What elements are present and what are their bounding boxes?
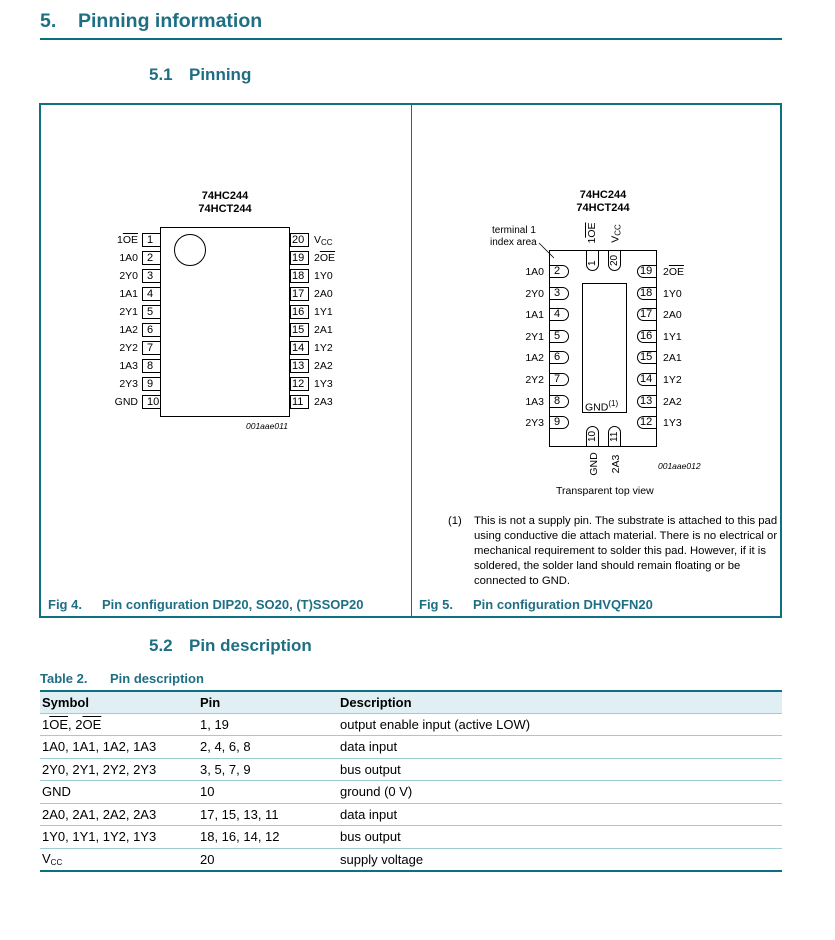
dip-pin-label-16: 1Y1	[314, 306, 333, 318]
dip-pin-label-3: 2Y0	[119, 270, 138, 282]
qfn-pin-16: 16	[637, 330, 656, 343]
cell-description: output enable input (active LOW)	[338, 713, 782, 736]
cell-symbol: GND	[40, 781, 198, 804]
dip-pin-18: 18	[290, 269, 309, 283]
qfn-pin-label-14: 1Y2	[663, 374, 682, 386]
header-description: Description	[340, 694, 412, 710]
dip-pin-6: 6	[142, 323, 161, 337]
cell-pin: 17, 15, 13, 11	[198, 803, 338, 826]
pin1-notch-icon	[174, 234, 206, 266]
qfn-pin-label-15: 2A1	[663, 352, 682, 365]
section-title: Pinning information	[78, 10, 263, 32]
qfn-pin-12: 12	[637, 416, 656, 429]
fig5-package-title	[558, 189, 648, 215]
pin-description-table	[40, 690, 782, 872]
dip-pin-16: 16	[290, 305, 309, 319]
header-pin: Pin	[200, 694, 221, 710]
qfn-pin-4: 4	[550, 308, 569, 321]
qfn-pin-2: 2	[550, 265, 569, 278]
dip-pin-19: 19	[290, 251, 309, 265]
qfn-pin-7: 7	[550, 373, 569, 386]
dip-pin-13: 13	[290, 359, 309, 373]
note-number: (1)	[448, 515, 462, 527]
fig4-caption-text: Pin configuration DIP20, SO20, (T)SSOP20	[102, 597, 364, 612]
dip-pin-4: 4	[142, 287, 161, 301]
fig5-label: Fig 5.	[419, 597, 453, 612]
dip-pin-label-17: 2A0	[314, 288, 333, 300]
table-row	[40, 848, 782, 871]
section-heading	[40, 10, 262, 33]
dip-pin-12: 12	[290, 377, 309, 391]
table-row	[40, 736, 782, 759]
index-label-line2: index area	[490, 237, 537, 248]
cell-symbol: $V_{CC}$	[40, 848, 198, 871]
qfn-exposed-pad	[582, 283, 627, 413]
fig4-label: Fig 4.	[48, 597, 82, 612]
qfn-top-label-1oe: $1\overline{OE}$	[586, 222, 598, 244]
dip-pin-14: 14	[290, 341, 309, 355]
cell-pin: 10	[198, 781, 338, 804]
subsection-number: 5.1	[149, 65, 173, 84]
qfn-bottom-label-gnd: GND	[588, 452, 600, 476]
fig5-caption	[419, 597, 653, 612]
subsection-heading-pinning	[149, 65, 251, 85]
table-caption-text: Pin description	[110, 671, 204, 686]
subsection-heading-pin-description	[149, 636, 312, 656]
dip-pin-label-5: 2Y1	[119, 306, 138, 318]
table-row	[40, 713, 782, 736]
cell-symbol: 2Y0, 2Y1, 2Y2, 2Y3	[40, 758, 198, 781]
terminal1-index-label	[490, 225, 537, 249]
transparent-view-label: Transparent top view	[556, 485, 654, 497]
cell-pin: 18, 16, 14, 12	[198, 826, 338, 849]
cell-pin: 3, 5, 7, 9	[198, 758, 338, 781]
cell-description: data input	[338, 803, 782, 826]
cell-description: supply voltage	[338, 848, 782, 871]
table-row	[40, 826, 782, 849]
cell-symbol: 1A0, 1A1, 1A2, 1A3	[40, 736, 198, 759]
table-row	[40, 803, 782, 826]
qfn-pin-11: 11	[608, 426, 621, 446]
cell-pin: 2, 4, 6, 8	[198, 736, 338, 759]
dip-pin-label-14: 1Y2	[314, 342, 333, 354]
dip-pin-20: 20	[290, 233, 309, 247]
cell-symbol: $1\overline{OE}$, $2\overline{OE}$	[40, 713, 198, 736]
qfn-pin-20: 20	[608, 251, 621, 271]
qfn-pin-label-17: 2A0	[663, 309, 682, 322]
qfn-pin-14: 14	[637, 373, 656, 386]
qfn-pin-label-9: 2Y3	[525, 417, 544, 430]
pad-label	[585, 397, 618, 415]
subsection-title: Pinning	[189, 65, 252, 84]
dip-pin-label-18: 1Y0	[314, 270, 333, 282]
dip-pin-7: 7	[142, 341, 161, 355]
qfn-pin-label-5: 2Y1	[525, 330, 544, 343]
dip-pin-10: 10	[142, 395, 161, 409]
dip-pin-label-2: 1A0	[119, 252, 138, 264]
dip-pin-8: 8	[142, 359, 161, 373]
dip-pin-2: 2	[142, 251, 161, 265]
qfn-pin-label-6: 1A2	[525, 352, 544, 365]
qfn-bottom-label-2a3: 2A3	[610, 454, 622, 474]
table-caption	[40, 671, 204, 686]
fig5-footnote	[448, 514, 778, 589]
package-name-1: 74HC244	[201, 190, 249, 202]
dip-pin-17: 17	[290, 287, 309, 301]
dip-pin-label-4: 1A1	[119, 288, 138, 300]
subsection-title: Pin description	[189, 636, 312, 655]
qfn-pin-15: 15	[637, 351, 656, 364]
dip-pin-label-10: GND	[114, 396, 138, 408]
fig4-caption	[48, 597, 364, 612]
dip-pin-label-8: 1A3	[119, 360, 138, 372]
dip-pin-15: 15	[290, 323, 309, 337]
cell-description: ground (0 V)	[338, 781, 782, 804]
dip-pin-11: 11	[290, 395, 309, 409]
cell-description: bus output	[338, 758, 782, 781]
dip-pin-label-7: 2Y2	[119, 342, 138, 354]
qfn-pin-label-7: 2Y2	[525, 374, 544, 386]
dip-pin-5: 5	[142, 305, 161, 319]
section-rule	[40, 38, 782, 40]
cell-pin: 1, 19	[198, 713, 338, 736]
note-text: This is not a supply pin. The substrate is attached to this pad using conductive die attach material. There is no electrical or mechanical requirement to solder this pad. However, if it is soldered, the solder land should remain floating or be connected to GND.	[474, 515, 778, 587]
cell-description: bus output	[338, 826, 782, 849]
dip-pin-label-20: $V_{CC}$	[314, 234, 333, 247]
dip-pin-label-12: 1Y3	[314, 378, 333, 390]
cell-pin: 20	[198, 848, 338, 871]
cell-symbol: 2A0, 2A1, 2A2, 2A3	[40, 803, 198, 826]
dip-pin-label-19: $2\overline{OE}$	[314, 252, 336, 264]
fig5-caption-text: Pin configuration DHVQFN20	[473, 597, 653, 612]
qfn-pin-label-19: $2\overline{OE}$	[663, 266, 685, 278]
pad-name: GND	[585, 401, 609, 414]
figure-divider	[411, 105, 412, 616]
qfn-pin-label-2: 1A0	[525, 266, 544, 278]
qfn-pin-5: 5	[550, 330, 569, 343]
header-symbol: Symbol	[42, 694, 89, 710]
qfn-pin-label-16: 1Y1	[663, 330, 682, 343]
section-number: 5.	[40, 10, 57, 32]
dip-pin-label-9: 2Y3	[119, 378, 138, 390]
qfn-pin-8: 8	[550, 395, 569, 408]
fig5-drawing-code: 001aae012	[658, 461, 701, 471]
qfn-top-label-vcc: $V_{CC}$	[609, 224, 623, 243]
qfn-pin-19: 19	[637, 265, 656, 278]
qfn-pin-3: 3	[550, 287, 569, 300]
package-name-2: 74HCT244	[198, 203, 252, 215]
table-label: Table 2.	[40, 671, 88, 686]
package-name-2: 74HCT244	[576, 202, 630, 214]
qfn-pin-label-8: 1A3	[525, 395, 544, 408]
fig4-package-title	[180, 190, 270, 216]
table-header-row	[40, 691, 782, 713]
index-label-line1: terminal 1	[492, 225, 536, 236]
pad-note-ref: (1)	[608, 399, 619, 408]
cell-symbol: 1Y0, 1Y1, 1Y2, 1Y3	[40, 826, 198, 849]
qfn-pin-label-3: 2Y0	[525, 287, 544, 300]
qfn-pin-label-18: 1Y0	[663, 287, 682, 300]
qfn-pin-9: 9	[550, 416, 569, 429]
package-name-1: 74HC244	[579, 189, 627, 201]
dip-pin-1: 1	[142, 233, 161, 247]
dip-pin-label-6: 1A2	[119, 324, 138, 336]
dip-pin-label-13: 2A2	[314, 360, 333, 372]
cell-description: data input	[338, 736, 782, 759]
dip-pin-label-11: 2A3	[314, 396, 333, 408]
qfn-pin-label-13: 2A2	[663, 395, 682, 408]
table-row	[40, 758, 782, 781]
qfn-pin-10: 10	[586, 426, 599, 446]
qfn-pin-1: 1	[586, 251, 599, 271]
qfn-pin-13: 13	[637, 395, 656, 408]
qfn-pin-label-12: 1Y3	[663, 417, 682, 430]
dip-pin-label-1: $1\overline{OE}$	[116, 234, 138, 246]
dip-pin-label-15: 2A1	[314, 324, 333, 336]
table-row	[40, 781, 782, 804]
qfn-pin-6: 6	[550, 351, 569, 364]
subsection-number: 5.2	[149, 636, 173, 655]
qfn-pin-17: 17	[637, 308, 656, 321]
dip-pin-9: 9	[142, 377, 161, 391]
fig4-drawing-code: 001aae011	[246, 421, 288, 431]
dip-pin-3: 3	[142, 269, 161, 283]
qfn-pin-label-4: 1A1	[525, 309, 544, 322]
qfn-pin-18: 18	[637, 287, 656, 300]
